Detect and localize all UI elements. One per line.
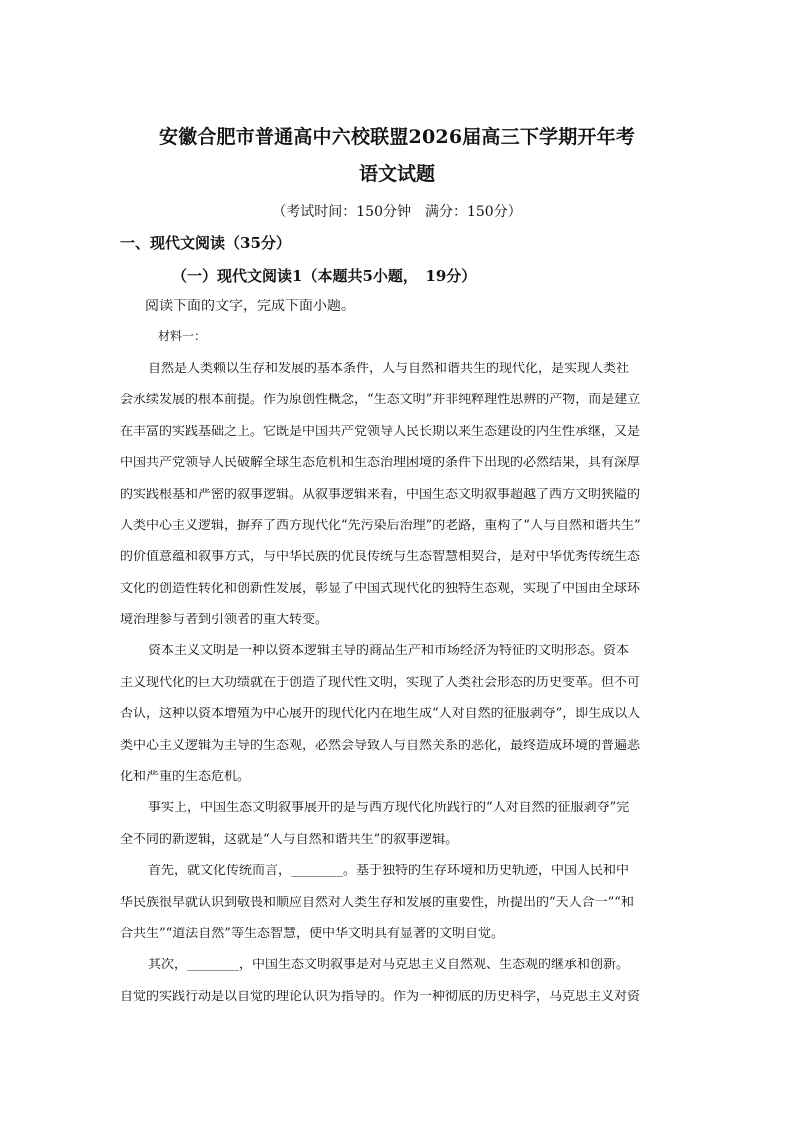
passage-line: 文化的创造性转化和创新性发展，彰显了中国式现代化的独特生态观，实现了中国由全球环 <box>120 582 641 595</box>
passage-line: 事实上，中国生态文明叙事展开的是与西方现代化所践行的“人对自然的征服剥夺”完 <box>148 801 630 814</box>
exam-subject-title: 语文试题 <box>358 163 435 185</box>
exam-main-title: 安徽合肥市普通高中六校联盟2026届高三下学期开年考 <box>158 126 636 148</box>
passage-line: 的实践根基和严密的叙事逻辑。从叙事逻辑来看，中国生态文明叙事超越了西方文明狭隘的 <box>120 488 641 501</box>
passage-line: 全不同的新逻辑，这就是“人与自然和谐共生”的叙事逻辑。 <box>120 833 459 846</box>
passage-line: 类中心主义逻辑为主导的生态观，必然会导致人与自然关系的恶化，最终造成环境的普遍恶 <box>120 739 641 752</box>
reading-instruction: 阅读下面的文字，完成下面小题。 <box>145 299 355 313</box>
passage-line: 华民族很早就认识到敬畏和顺应自然对人类生存和发展的重要性，所提出的“天人合一”“和 <box>120 896 634 909</box>
passage-line: 会永续发展的根本前提。作为原创性概念，“生态文明”并非纯粹理性思辨的产物，而是建立 <box>120 393 641 406</box>
exam-time-and-score: （考试时间：150分钟 满分：150分） <box>272 204 522 220</box>
passage-line: 自然是人类赖以生存和发展的基本条件，人与自然和谐共生的现代化，是实现人类社 <box>148 362 630 375</box>
passage-line: 人类中心主义逻辑，摒弃了西方现代化“先污染后治理”的老路，重构了“人与自然和谐共生” <box>120 519 641 532</box>
passage-line: 在丰富的实践基础之上。它既是中国共产党领导人民长期以来生态建设的内生性承继，又是 <box>120 425 641 438</box>
passage-line: 资本主义文明是一种以资本逻辑主导的商品生产和市场经济为特征的文明形态。资本 <box>148 644 630 657</box>
subsection-heading: （一）现代文阅读1（本题共5小题， 19分） <box>172 267 477 285</box>
passage-line: 的价值意蕴和叙事方式，与中华民族的优良传统与生态智慧相契合，是对中华优秀传统生态 <box>120 550 641 563</box>
passage-line: 合共生”“道法自然”等生态智慧，使中华文明具有显著的文明自觉。 <box>120 927 504 940</box>
material-label: 材料一： <box>158 330 207 342</box>
passage-line: 化和严重的生态危机。 <box>120 770 251 783</box>
passage-line: 境治理参与者到引领者的重大转变。 <box>120 613 329 626</box>
passage-line: 否认，这种以资本增殖为中心展开的现代化内在地生成“人对自然的征服剥夺”，即生成以人 <box>120 707 641 720</box>
passage-line: 其次，________，中国生态文明叙事是对马克思主义自然观、生态观的继承和创新。 <box>148 958 630 971</box>
passage-line: 首先，就文化传统而言，________。基于独特的生存环境和历史轨迹，中国人民和中 <box>148 864 630 877</box>
passage-line: 中国共产党领导人民破解全球生态危机和生态治理困境的条件下出现的必然结果，具有深厚 <box>120 456 641 469</box>
passage-line: 自觉的实践行动是以自觉的理论认识为指导的。作为一种彻底的历史科学，马克思主义对资 <box>120 990 641 1003</box>
section-heading: 一、现代文阅读（35分） <box>120 234 291 252</box>
passage-line: 主义现代化的巨大功绩就在于创造了现代性文明，实现了人类社会形态的历史变革。但不可 <box>120 676 641 689</box>
